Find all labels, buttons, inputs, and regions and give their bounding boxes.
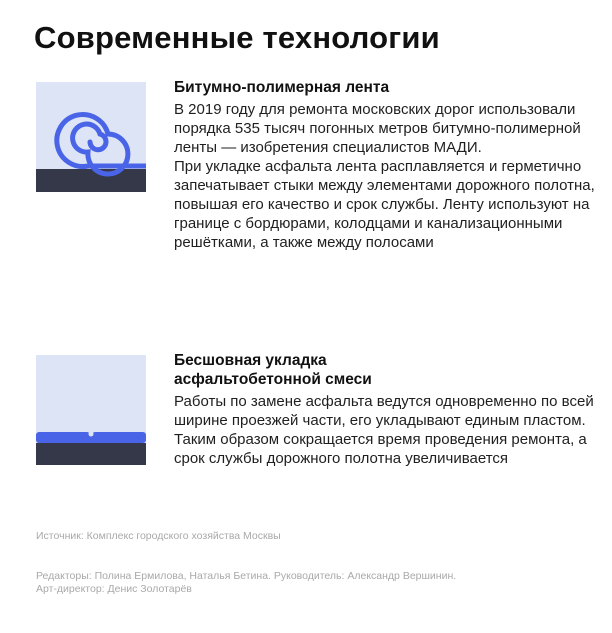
section-paragraph: В 2019 году для ремонта московских дорог использовали порядка 535 тысяч погонных метров битумно-полимерной ленты — изобретения специалистов МАДИ.: [174, 101, 581, 156]
credits-line: Арт-директор: Денис Золотарёв: [36, 583, 192, 595]
section-heading: [174, 351, 599, 389]
page-title: Современные технологии: [34, 20, 440, 55]
section-paragraph: Работы по замене асфальта ведутся одновременно по всей ширине проезжей части, его укладывают единым пластом. Таким образом сокращается время проведения ремонта, а срок службы дорожного полотна увеличивается: [174, 393, 594, 467]
source-note: Источник: Комплекс городского хозяйства Москвы: [36, 530, 281, 542]
section-heading: Битумно-полимерная лента: [174, 79, 390, 96]
section-heading-line: Бесшовная укладка: [174, 352, 327, 369]
tape-roll-icon: [36, 82, 146, 192]
section-tape: [174, 78, 599, 252]
credits-line: Редакторы: Полина Ермилова, Наталья Бетина. Руководитель: Александр Вершинин.: [36, 570, 457, 582]
seamless-asphalt-illustration: [36, 355, 146, 465]
section-seamless: [174, 351, 599, 468]
seamless-asphalt-icon: [36, 355, 146, 465]
tape-roll-illustration: [36, 82, 146, 192]
section-paragraph: При укладке асфальта лента расплавляется и герметично запечатывает стыки между элементами дорожного полотна, повышая его качество и срок службы. Ленту используют на границе с бордюрами, колодцами и канализационными решётками, а также между полосами: [174, 158, 595, 251]
section-heading-line: асфальтобетонной смеси: [174, 371, 372, 388]
